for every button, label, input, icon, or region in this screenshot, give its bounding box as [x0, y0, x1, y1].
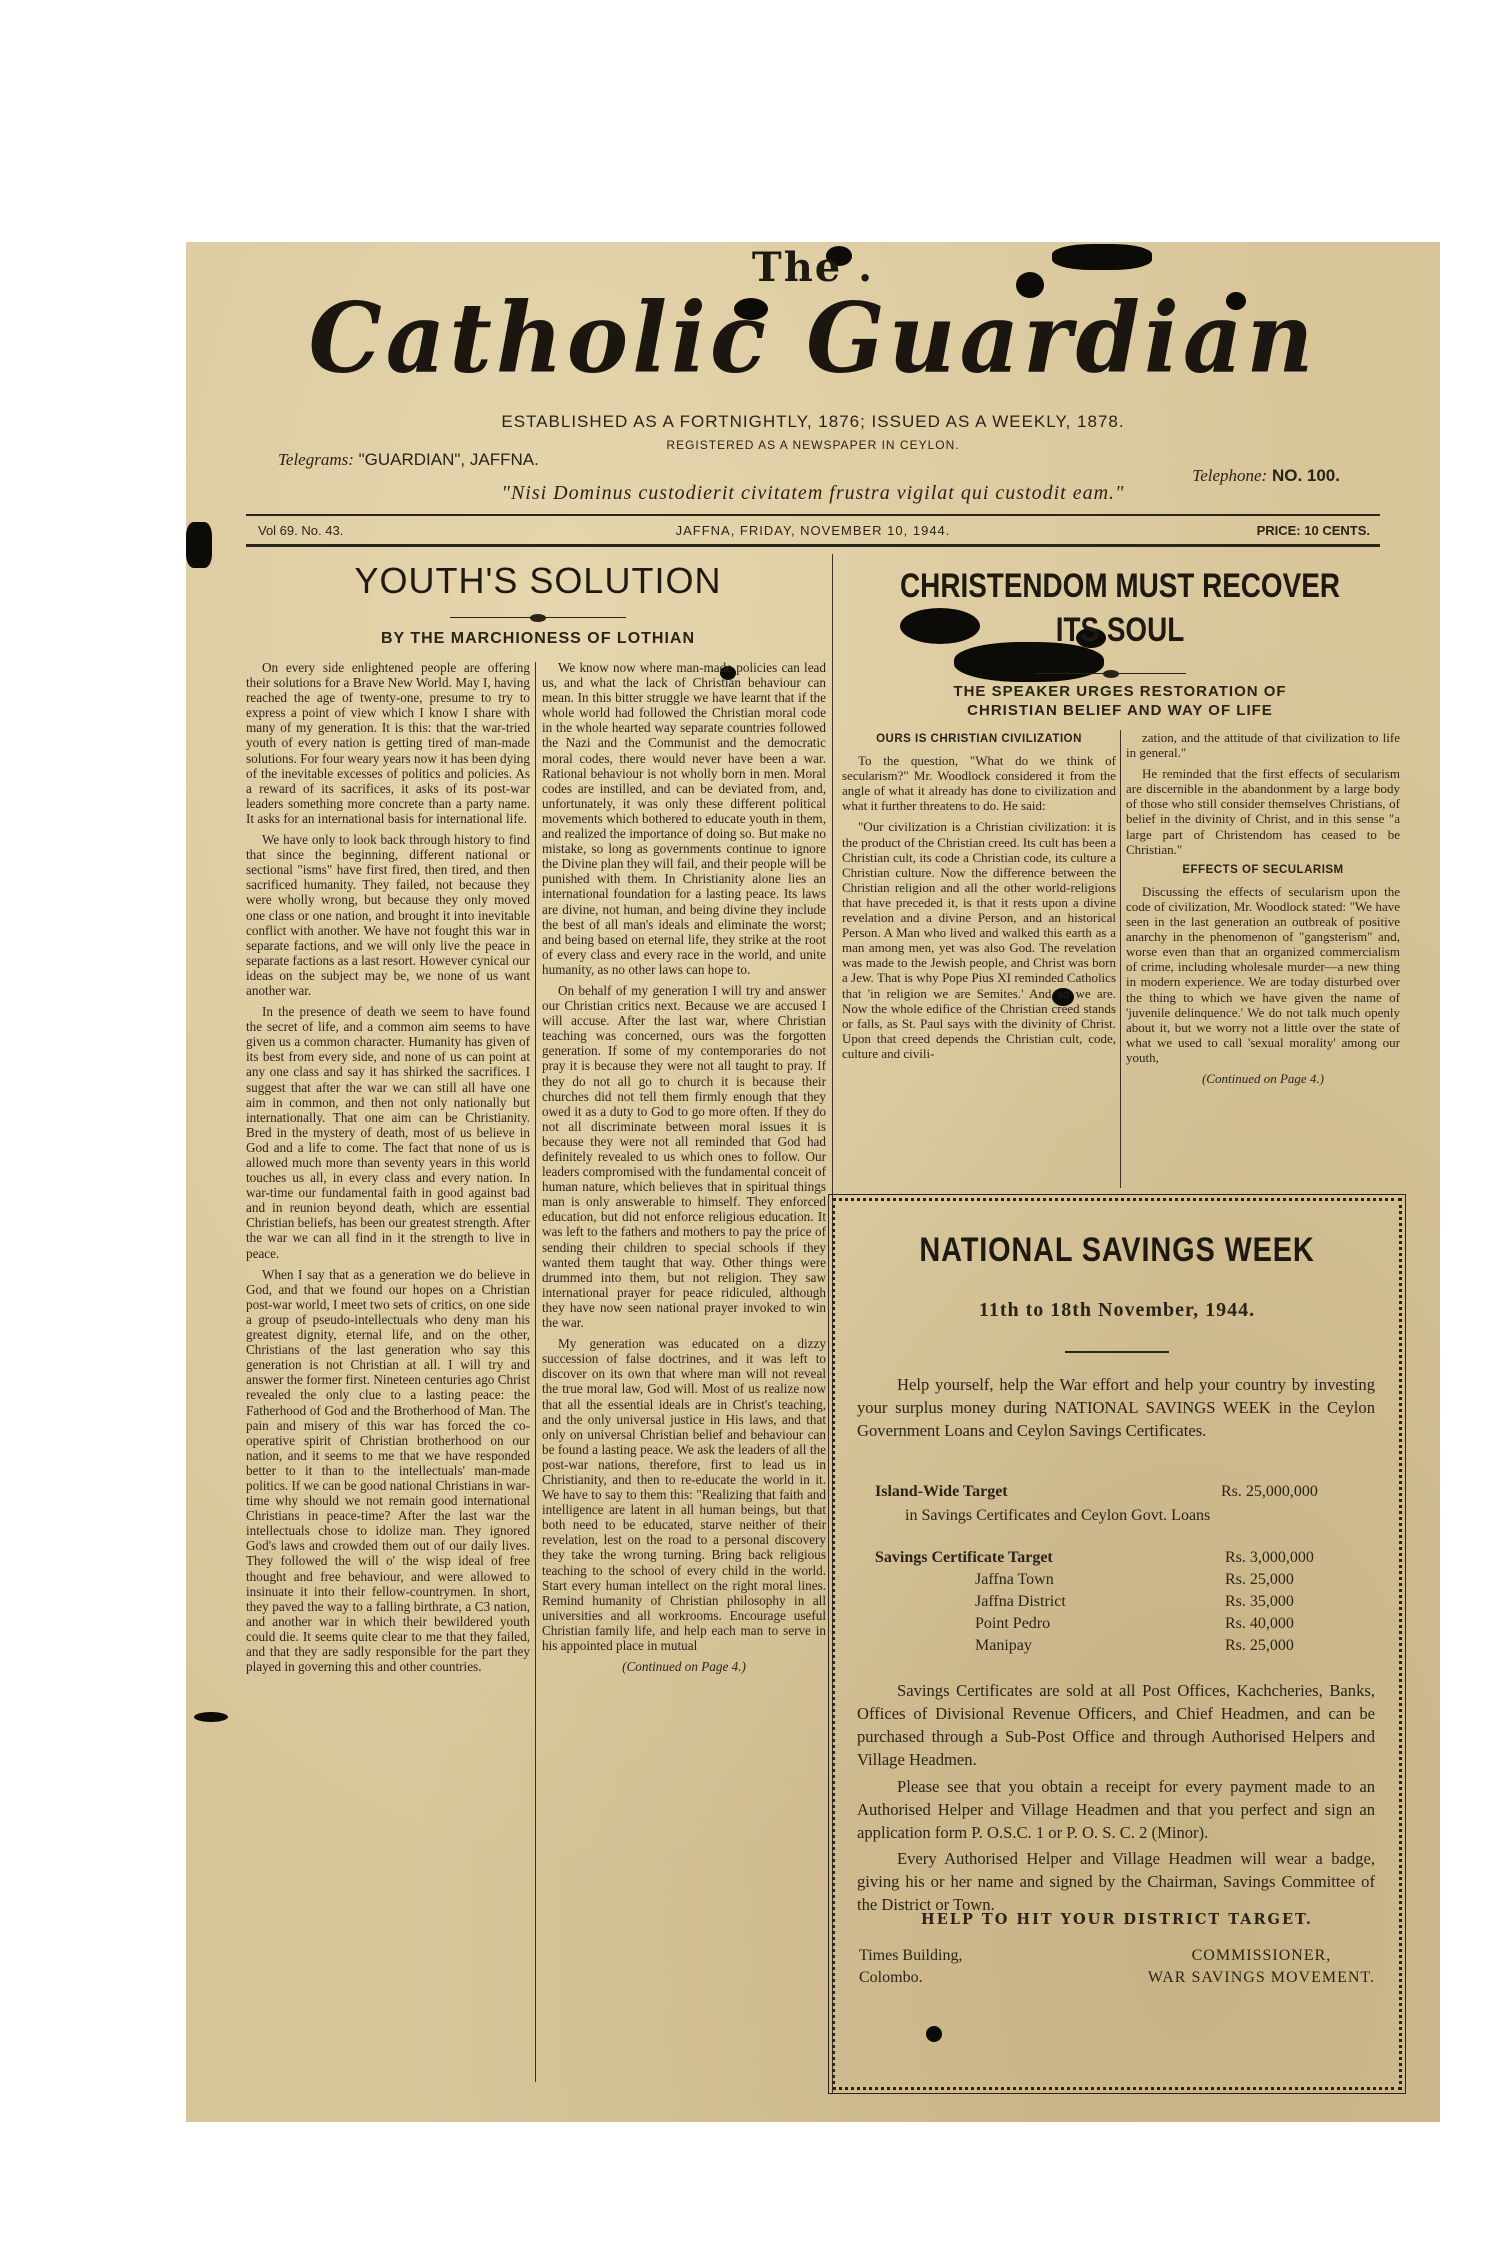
continued-note: (Continued on Page 4.) [622, 1659, 746, 1675]
target-name: Manipay [975, 1637, 1032, 1654]
continued-note: (Continued on Page 4.) [1201, 1070, 1325, 1086]
youth-column-1 [246, 660, 530, 2090]
target-name: Jaffna District [975, 1593, 1066, 1610]
paragraph: We know now where man-made policies can lead us, and what the lack of Christian behaviour can mean. In this bitter struggle we have learnt that if the whole world had followed the Christian moral code in the whole hearted way separate countries followed the Nazi and the Communist and the democratic moral codes, there would never have been a war. Rational behaviour is not wholly born in men. Moral codes are instilled, and can be deviated from, and, unfortunately, it was only these different political movements which bothered to educate youth in them, and realized the importance of doing so. But make no mistake, so long as governments continue to ignore the Divine plan they will fail, and their people will be punished with them. In Christianity alone lies an international foundation for a lasting peace. Its laws are divine, not human, and being divine they include the best of all man's ideals and eliminate the worst; and being based on eternal life, they strike at the root of every class and every race in the world, and unite humanity, as no other laws can hope to. [542, 660, 826, 977]
savings-intro: Help yourself, help the War effort and help your country by investing your surplus money during NATIONAL SAVINGS WEEK in the Ceylon Government Loans and Ceylon Savings Certificates. [857, 1375, 1375, 1440]
paragraph: To the question, "What do we think of secularism?" Mr. Woodlock considered it from the angle of what it already has done to civilization and what it further threatens to do. He said: [842, 753, 1116, 814]
ink-blot [194, 1712, 228, 1722]
masthead-the: The . [751, 244, 875, 291]
island-target-value: Rs. 25,000,000 [1221, 1483, 1318, 1500]
savings-receipt-note: Please see that you obtain a receipt for every payment made to an Authorised Helper and Village Headmen and that you perfect and sign an application form P. O.S.C. 1 or P. O. S. C. 2 (Minor). [857, 1777, 1375, 1842]
telegrams-value: "GUARDIAN", JAFFNA. [358, 450, 539, 469]
divider [1065, 1351, 1169, 1353]
christendom-column-1 [842, 730, 1116, 1192]
certificate-target-value: Rs. 3,000,000 [1225, 1549, 1314, 1566]
telegrams-info [278, 450, 539, 470]
christendom-sub-line1: THE SPEAKER URGES RESTORATION OF [953, 683, 1287, 700]
paragraph: On every side enlightened people are offering their solutions for a Brave New World. May I, having reached the age of twenty-one, presume to try to express a point of view which I know I share with many of my generation. It is this: that the war-tried youth of every nation is getting tired of man-made solutions. For four weary years now it has been dying of the inevitable excesses of politics and policies. As a reward of its sacrifices, it asks of its post-war leaders something more concrete than a party name. It asks for an international basis for international life. [246, 660, 530, 826]
registered-line: REGISTERED AS A NEWSPAPER IN CEYLON. [666, 438, 960, 452]
christendom-headline [890, 564, 1349, 652]
district-target-slogan: HELP TO HIT YOUR DISTRICT TARGET. [921, 1911, 1313, 1928]
island-target-label: Island-Wide Target [875, 1483, 1008, 1500]
savings-advertisement [832, 1198, 1402, 2090]
headline-ornament [450, 614, 626, 622]
volume-number: Vol 69. No. 43. [258, 523, 344, 538]
price: PRICE: 10 CENTS. [1256, 523, 1370, 538]
youth-headline: YOUTH'S SOLUTION [354, 560, 722, 601]
christendom-sub-line2: CHRISTIAN BELIEF AND WAY OF LIFE [967, 702, 1273, 719]
target-value: Rs. 35,000 [1225, 1593, 1294, 1610]
paragraph: Discussing the effects of secularism upon the code of civilization, Mr. Woodlock stated: "We have seen in the last generation an outbreak of positive anarchy in the phenomenon of "gangsterism" and, worse even than that an organized commercialism of crime, including wholesale murder—a new thing in modern experience. We are today disturbed over the thing to which we have given the name of 'juvenile delinquence.' We do not talk much openly about it, but we worry not a little over the state of what we used to call 'sexual morality' among our youth, [1126, 883, 1400, 1065]
telegrams-label: Telegrams: [278, 450, 354, 469]
island-target-note: in Savings Certificates and Ceylon Govt. Loans [905, 1507, 1211, 1524]
dateline-bottom-rule [246, 544, 1380, 547]
savings-where-to-buy: Savings Certificates are sold at all Post Offices, Kachcheries, Banks, Offices of Divisional Revenue Officers, and Chief Headmen, and can be purchased through a Sub-Post Office and through Authorised Helpers and Village Headmen. [857, 1681, 1375, 1769]
dateline-top-rule [246, 514, 1380, 516]
christendom-headline-line1: CHRISTENDOM MUST RECOVER [900, 567, 1340, 605]
commissioner-line: COMMISSIONER, [1191, 1947, 1332, 1964]
target-value: Rs. 40,000 [1225, 1615, 1294, 1632]
newspaper-page [186, 242, 1440, 2122]
telephone-label: Telephone: [1192, 466, 1268, 485]
target-name: Point Pedro [975, 1615, 1051, 1632]
established-line: ESTABLISHED AS A FORTNIGHTLY, 1876; ISSUED AS A WEEKLY, 1878. [501, 412, 1125, 431]
paragraph: My generation was educated on a dizzy succession of false doctrines, and it was left to discover on its own that where man will not reveal the true moral law, God will. Most of us realize now that all the essential ideals are in Christ's teaching, and the only universal justice in His laws, and that only on universal Christian belief and behaviour can be found a lasting peace. We ask the leaders of all the post-war nations, therefore, first to lead us in Christianity, and then to re-educate the world in it. We have to say to them this: "Realizing that faith and intelligence are latent in all human beings, but that both need to be educated, starve neither of their revelation, lest on the road to a personal discovery they take the wrong turning. Bring back religious teaching to the school of every child in the world. Start every human intellect on the right moral lines. Remind humanity of Christian philosophy in all universities and all workrooms. Encourage useful Christian family life, and help each man to serve in his appointed place in mutual [542, 1336, 826, 1653]
paragraph: He reminded that the first effects of secularism are discernible in the abandonment by a large body of those who still consider themselves Christians, of belief in the divinity of Christ, and in this sense "a large part of Christendom has ceased to be Christian." [1126, 766, 1400, 857]
paragraph: In the presence of death we seem to have found the secret of life, and a common aim seems to have given us a common character. Humanity has given of its best from every side, and none of us can point at any one class and say it has shirked the sacrifices. I suggest that after the war we can still all have one aim in common, and then not only nationally but internationally. That one aim can be Christianity. Bred in the mystery of death, most of us believe in God and a life to come. The fact that none of us is allowed much more than seventy years in this world touches us all, in every class and every nation. In war-time our fundamental faith in good against bad and in reunion beyond death, which are essential Christian beliefs, has been our greatest strength. After the war we can all find in it the strength to live in peace. [246, 1004, 530, 1261]
column-divider [535, 662, 536, 2082]
paragraph: When I say that as a generation we do believe in God, and that we found our hopes on a Christian post-war world, I meet two sets of critics, on one side a group of pseudo-intellectuals who deny man his greatest dignity, eternal life, and on the other, Christians of the last generation who say this generation is not Christian at all. I will try and answer the former first. Nineteen centuries ago Christ revealed the only clue to a lasting peace: the Fatherhood of God and the Brotherhood of Man. The pain and misery of this war has forced the co-operative spirit of Christian brotherhood on our nation, and it seems to me that we have responded better to it than to the intellectuals' man-made politics. If we can be good national Christians in war-time why should we not remain good international Christians in peace-time? After the last war the intellectuals chose to idolize man. They ignored God's laws and crowded them out of our daily lives. They followed the will o' the wisp ideal of free thought and free behaviour, and were allowed to insinuate it into their fellow-countrymen. In short, they paved the way to a falling birthrate, a C3 nation, and another war in which their bewildered youth could die. It seems quite clear to me that they failed, and that they are sadly responsible for the part they played in governing this and other countries. [246, 1266, 530, 1675]
ink-blot [186, 522, 212, 568]
savings-badge-note: Every Authorised Helper and Village Headmen will wear a badge, giving his or her name and signed by the Chairman, Savings Committee of the District or Town. [857, 1849, 1375, 1914]
paragraph: We have only to look back through history to find that since the beginning, different national or sectional "isms" have first fired, then tired, and then sacrificed humanity. They failed, not because they were wholly wrong, but because they only moved one class or one nation, and brought it into inevitable conflict with another. We have not fought this war in separate factions, and we will only live the peace in separate factions as a last resort. However cynical our ideas on the subject may be, we none of us want another war. [246, 832, 530, 998]
subheading: OURS IS CHRISTIAN CIVILIZATION [876, 733, 1082, 745]
telephone-value: NO. 100. [1271, 466, 1340, 485]
savings-address [859, 1945, 962, 1989]
paragraph: On behalf of my generation I will try and answer our Christian critics next. Because we are accused I will accuse. After the last war, where Christian teaching was concerned, ours was the forgotten generation. If some of my contemporaries do not pray it is because they were not all taught to pray. If they do not all go to church it is because their churches did not tell them firmly enough that they owed it as a duty to God to go more often. If they do not all discriminate between moral issues it is because they were not all reminded that God had definitely revealed to us which ones to follow. Our leaders compromised with the fundamental conceit of human nature, which believes that in spiritual things man is only answerable to himself. They enforced education, but did not enforce religious education. It was left to the fathers and mothers to pay the price of sending their children to special schools if they wanted them taught that way. Other things were drummed into them, but not religion. They saw international prayer for peace ridiculed, although they have now seen national prayer invoked to win the war. [542, 982, 826, 1331]
latin-motto: "Nisi Dominus custodierit civitatem frustra vigilat qui custodit eam." [501, 482, 1125, 504]
christendom-column-2 [1126, 730, 1400, 1192]
christendom-headline-line2: ITS SOUL [1055, 611, 1185, 649]
youth-column-2 [542, 660, 826, 2090]
paragraph: "Our civilization is a Christian civilization: it is the product of the Christian creed. Its cult has been a Christian cult, its code a Christian code, its culture a Christian culture. Now the difference between the Christian religion and all the other world-religions that have preceded it, is that it rests upon a divine revelation and a divine Person, and an historical Person. A Man who lived and walked this earth as a man among men, yet was also God. The revelation was made to the Jewish people, and Christ was born a Jew. That is why Pope Pius XI reminded Catholics that 'in religion we are Semites.' And so we are. Now the whole edifice of the Christian creed stands or falls, as St. Paul says with the divinity of Christ. Upon that creed depends the Christian cult, code, culture and civili- [842, 819, 1116, 1061]
column-divider [1120, 730, 1121, 1188]
paragraph: zation, and the attitude of that civilization to life in general." [1126, 730, 1400, 761]
certificate-target-label: Savings Certificate Target [875, 1549, 1053, 1566]
issue-date: JAFFNA, FRIDAY, NOVEMBER 10, 1944. [675, 523, 951, 538]
masthead-title: Catholic Guardian [308, 281, 1318, 395]
target-value: Rs. 25,000 [1225, 1571, 1294, 1588]
youth-byline: BY THE MARCHIONESS OF LOTHIAN [380, 630, 696, 647]
dateline [246, 520, 1380, 542]
address-line: Colombo. [859, 1969, 923, 1986]
savings-title: NATIONAL SAVINGS WEEK [919, 1231, 1315, 1269]
target-name: Jaffna Town [975, 1571, 1054, 1588]
headline-ornament [1036, 670, 1186, 678]
target-value: Rs. 25,000 [1225, 1637, 1294, 1654]
address-line: Times Building, [859, 1947, 963, 1964]
christendom-subheadline [846, 682, 1394, 720]
savings-dates: 11th to 18th November, 1944. [978, 1299, 1256, 1321]
subheading: EFFECTS OF SECULARISM [1182, 863, 1344, 876]
savings-commissioner [1148, 1945, 1375, 1989]
commissioner-line: WAR SAVINGS MOVEMENT. [1147, 1969, 1375, 1986]
